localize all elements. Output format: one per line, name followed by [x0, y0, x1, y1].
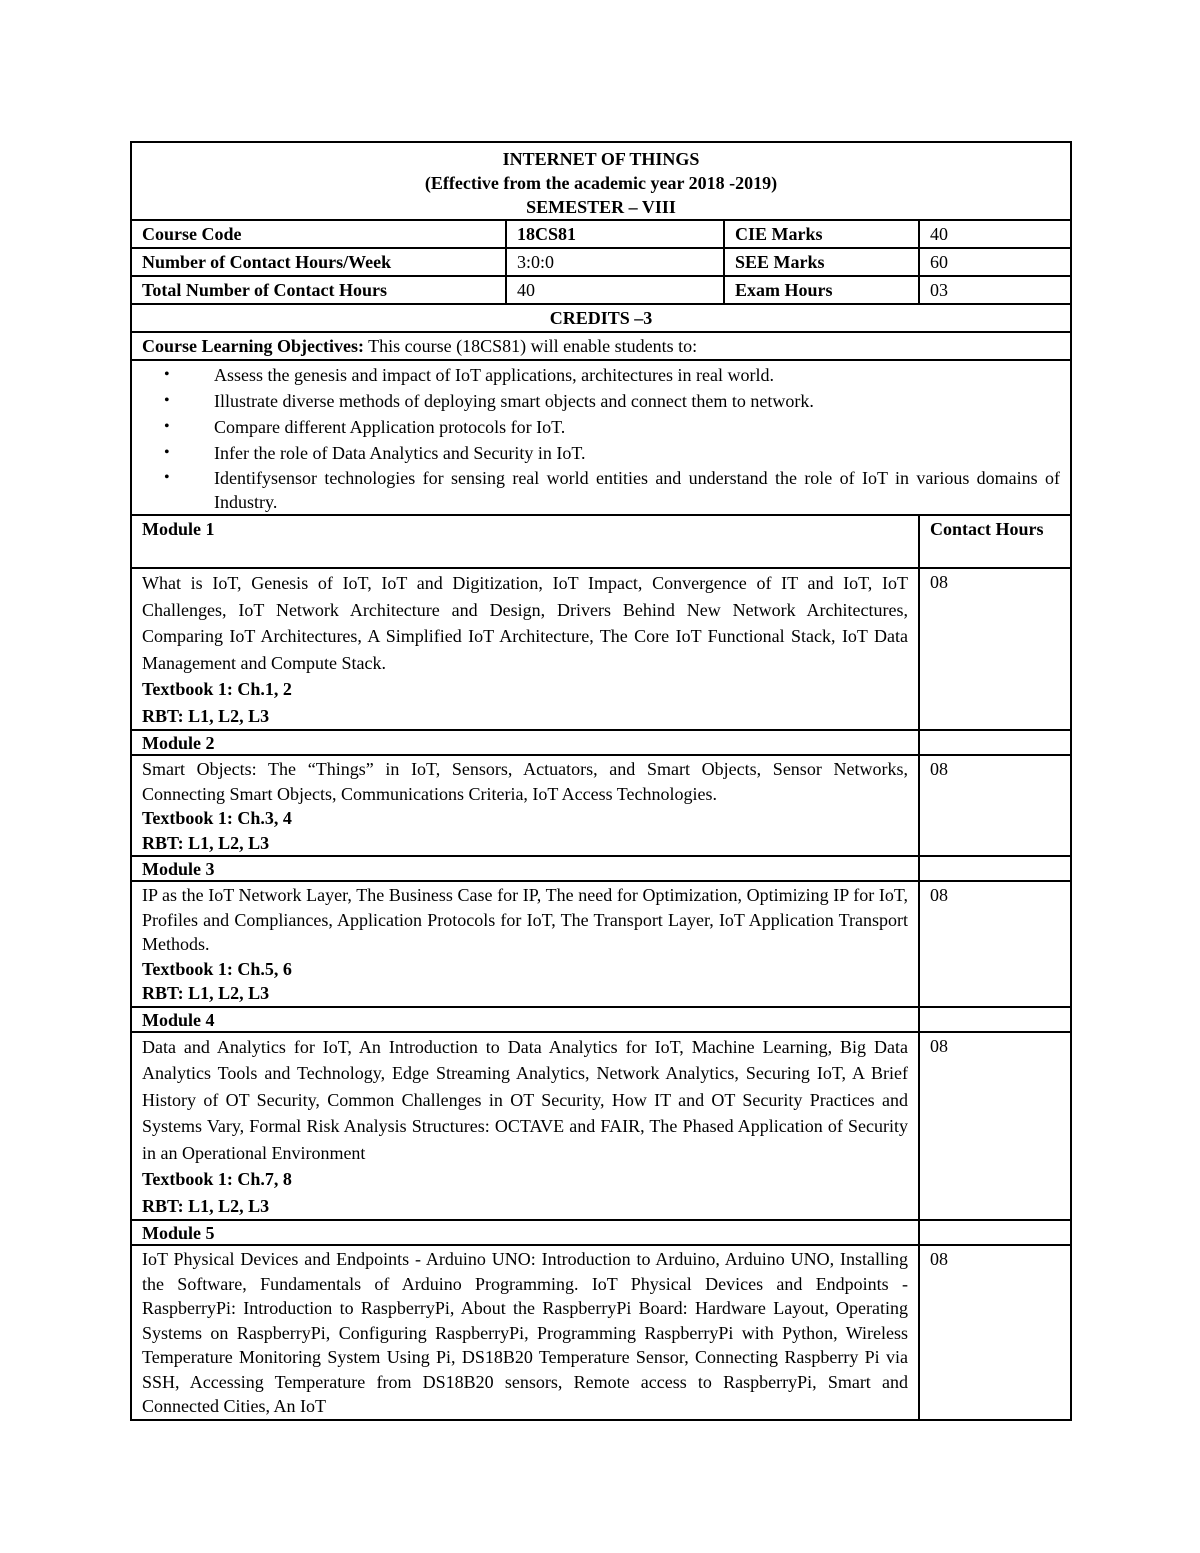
list-item — [142, 466, 1060, 514]
module-content-row — [131, 1032, 1071, 1221]
list-item — [142, 388, 1060, 414]
module-title-row — [131, 1007, 1071, 1032]
objective-text: Infer the role of Data Analytics and Security in IoT. — [214, 443, 586, 463]
course-code-value: 18CS81 — [506, 220, 724, 248]
module-1-content — [131, 568, 919, 730]
module-4-hours: 08 — [919, 1032, 1071, 1221]
list-item — [142, 362, 1060, 388]
module-title-row — [131, 856, 1071, 881]
credits-row — [131, 304, 1071, 332]
module-2-content — [131, 755, 919, 856]
objective-text: Illustrate diverse methods of deploying smart objects and connect them to network. — [214, 391, 814, 411]
module-1-hours: 08 — [919, 568, 1071, 730]
info-row — [131, 220, 1071, 248]
course-semester: SEMESTER – VIII — [526, 197, 676, 217]
see-marks-label: SEE Marks — [724, 248, 919, 276]
module-content-row — [131, 881, 1071, 1007]
module-content-row — [131, 1245, 1071, 1420]
module-textbook: Textbook 1: Ch.3, 4 — [142, 808, 292, 828]
info-row — [131, 248, 1071, 276]
total-contact-hours-label: Total Number of Contact Hours — [131, 276, 506, 304]
module-5-content — [131, 1245, 919, 1420]
objective-text: Compare different Application protocols for IoT. — [214, 417, 566, 437]
objectives-heading-row — [131, 332, 1071, 360]
contact-hours-header: Contact Hours — [919, 515, 1071, 568]
syllabus-table — [130, 141, 1072, 1421]
objective-text: Identifysensor technologies for sensing real world entities and understand the role of IoT in various domains of Industry. — [214, 468, 1061, 512]
credits: CREDITS –3 — [131, 304, 1071, 332]
cie-marks-label: CIE Marks — [724, 220, 919, 248]
module-rbt: RBT: L1, L2, L3 — [142, 832, 270, 853]
course-header — [131, 142, 1071, 220]
bullet: • — [164, 392, 170, 409]
module-1-title: Module 1 — [131, 515, 919, 568]
list-item — [142, 440, 1060, 466]
module-title-row — [131, 730, 1071, 755]
module-rbt: RBT: L1, L2, L3 — [142, 983, 270, 1003]
see-marks-value: 60 — [919, 248, 1071, 276]
module-content-row — [131, 755, 1071, 856]
total-contact-hours-value: 40 — [506, 276, 724, 304]
bullet: • — [164, 418, 170, 435]
module-5-title-blank — [919, 1220, 1071, 1245]
module-2-hours: 08 — [919, 755, 1071, 856]
module-3-hours: 08 — [919, 881, 1071, 1007]
module-title-row — [131, 1220, 1071, 1245]
exam-hours-label: Exam Hours — [724, 276, 919, 304]
module-textbook: Textbook 1: Ch.7, 8 — [142, 1169, 292, 1189]
module-description: IP as the IoT Network Layer, The Business Case for IP, The need for Optimization, Optimizing IP for IoT, Profiles and Compliances, Application Protocols for IoT, The Transport Layer, IoT Application Transport Methods. — [142, 885, 908, 954]
objectives-list-row — [131, 360, 1071, 515]
objectives-list-cell — [131, 360, 1071, 515]
bullet: • — [164, 366, 170, 383]
module-rbt: RBT: L1, L2, L3 — [142, 705, 270, 726]
course-title: INTERNET OF THINGS — [502, 149, 700, 169]
list-item — [142, 414, 1060, 440]
objective-text: Assess the genesis and impact of IoT applications, architectures in real world. — [214, 365, 775, 385]
contact-hours-week-label: Number of Contact Hours/Week — [131, 248, 506, 276]
objectives-intro: This course (18CS81) will enable students to: — [363, 336, 698, 356]
module-content-row — [131, 568, 1071, 730]
objectives-heading: Course Learning Objectives: — [142, 336, 364, 356]
module-description: Data and Analytics for IoT, An Introduction to Data Analytics for IoT, Machine Learning, Big Data Analytics Tools and Technology, Edge Streaming Analytics, Network Analytics, Securing IoT, A Brief History of OT Security, Common Challenges in OT Security, How IT and OT Security Practices and Systems Vary, Formal Risk Analysis Structures: OCTAVE and FAIR, The Phased Application of Security in an Operational Environment — [142, 1036, 908, 1163]
course-effective-year: (Effective from the academic year 2018 -2019) — [424, 173, 778, 193]
course-header-row — [131, 142, 1071, 220]
module-textbook: Textbook 1: Ch.1, 2 — [142, 679, 292, 699]
bullet: • — [164, 469, 170, 486]
module-4-title-blank — [919, 1007, 1071, 1032]
module-3-title-blank — [919, 856, 1071, 881]
contact-hours-week-value: 3:0:0 — [506, 248, 724, 276]
module-2-title-blank — [919, 730, 1071, 755]
bullet: • — [164, 444, 170, 461]
syllabus-page — [130, 141, 1070, 1421]
info-row — [131, 276, 1071, 304]
cie-marks-value: 40 — [919, 220, 1071, 248]
module-5-hours: 08 — [919, 1245, 1071, 1420]
objectives-heading-cell — [131, 332, 1071, 360]
module-3-title: Module 3 — [131, 856, 919, 881]
exam-hours-value: 03 — [919, 276, 1071, 304]
module-description: What is IoT, Genesis of IoT, IoT and Digitization, IoT Impact, Convergence of IT and IoT, IoT Challenges, IoT Network Architecture and Design, Drivers Behind New Network Architectures, Comparing IoT Architectures, A Simplified IoT Architecture, The Core IoT Functional Stack, IoT Data Management and Compute Stack. — [142, 573, 908, 673]
module-3-content — [131, 881, 919, 1007]
module-4-title: Module 4 — [131, 1007, 919, 1032]
module-textbook: Textbook 1: Ch.5, 6 — [142, 958, 292, 979]
module-2-title: Module 2 — [131, 730, 919, 755]
module-rbt: RBT: L1, L2, L3 — [142, 1195, 270, 1216]
course-code-label: Course Code — [131, 220, 506, 248]
module-description: Smart Objects: The “Things” in IoT, Sensors, Actuators, and Smart Objects, Sensor Networks, Connecting Smart Objects, Communications Criteria, IoT Access Technologies. — [142, 759, 908, 804]
module-title-row — [131, 515, 1071, 568]
objectives-list — [142, 362, 1060, 514]
module-5-title: Module 5 — [131, 1220, 919, 1245]
module-description: IoT Physical Devices and Endpoints - Arduino UNO: Introduction to Arduino, Arduino UNO, Installing the Software, Fundamentals of Arduino Programming. IoT Physical Devices and Endpoints - RaspberryPi: Introduction to RaspberryPi, About the RaspberryPi Board: Hardware Layout, Operating Systems on RaspberryPi, Configuring RaspberryPi, Programming RaspberryPi with Python, Wireless Temperature Monitoring System Using Pi, DS18B20 Temperature Sensor, Connecting Raspberry Pi via SSH, Accessing Temperature from DS18B20 sensors, Remote access to RaspberryPi, Smart and Connected Cities, An IoT — [142, 1249, 908, 1416]
module-4-content — [131, 1032, 919, 1221]
